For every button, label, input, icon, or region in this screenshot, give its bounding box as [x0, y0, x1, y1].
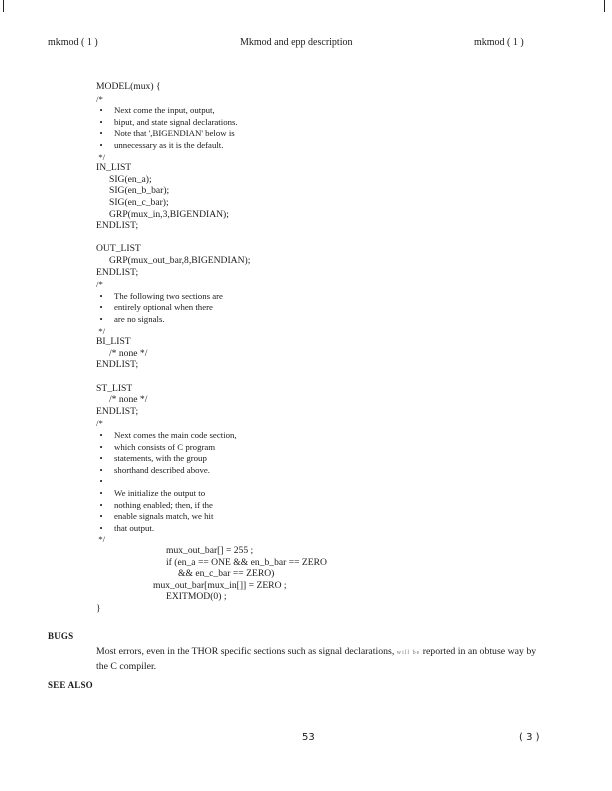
bullet-glyph: • [99, 511, 103, 522]
bullet-glyph: • [99, 430, 103, 440]
bullet-glyph: • [99, 453, 103, 464]
bullet-glyph: • [99, 464, 103, 475]
code-line: MODEL(mux) { [96, 81, 161, 92]
comment-text: The following two sections are [114, 290, 223, 301]
comment-delimiter: */ [96, 534, 106, 545]
header-right: mkmod ( 1 ) [474, 37, 524, 48]
code-line: } [96, 603, 101, 614]
comment-text: Note that ',BIGENDIAN' below is [114, 128, 235, 139]
comment-text: entirely optional when there [114, 302, 213, 313]
comment-delimiter: /* [96, 93, 103, 104]
comment-text: nothing enabled; then, if the [114, 499, 213, 510]
bullet-glyph: • [99, 140, 103, 150]
bullet-glyph: • [99, 116, 103, 127]
code-line: /* none */ [109, 394, 148, 406]
code-line: OUT_LIST [96, 243, 141, 255]
comment-text: biput, and state signal declarations. [114, 116, 238, 127]
comment-delimiter: */ [96, 325, 106, 336]
code-line: ENDLIST; [96, 220, 139, 232]
code-line: SIG(en_a); [109, 173, 152, 185]
code-line: /* none */ [109, 347, 148, 359]
comment-text: are no signals. [114, 314, 165, 324]
bugs-text-before: Most errors, even in the THOR specific sections such as signal declarations, [96, 646, 395, 657]
code-line: GRP(mux_out_bar,8,BIGENDIAN); [109, 255, 251, 266]
comment-delimiter: /* [96, 279, 103, 290]
code-line: mux_out_bar[mux_in[]] = ZERO ; [153, 579, 287, 591]
comment-text: Next come the input, output, [114, 105, 215, 116]
bullet-glyph: • [99, 499, 103, 510]
bugs-description [96, 645, 541, 674]
bullet-glyph: • [99, 314, 103, 324]
code-line: ENDLIST; [96, 405, 139, 417]
code-line: ENDLIST; [96, 266, 139, 278]
bullet-glyph: • [99, 290, 103, 301]
bullet-glyph: • [99, 522, 103, 533]
comment-text: shorthand described above. [114, 464, 211, 475]
comment-delimiter: /* [96, 418, 103, 429]
bugs-heading: BUGS [48, 631, 74, 641]
comment-delimiter: */ [96, 151, 106, 162]
scan-edge-mark-left [3, 0, 4, 12]
code-line: ENDLIST; [96, 359, 139, 371]
see-also-heading: SEE ALSO [48, 680, 93, 690]
comment-text: Next comes the main code section, [114, 430, 237, 440]
header-left: mkmod ( 1 ) [48, 37, 98, 48]
code-line: if (en_a == ONE && en_b_bar == ZERO [166, 556, 327, 568]
code-line: IN_LIST [96, 162, 132, 174]
code-line: && en_c_bar == ZERO) [178, 568, 275, 580]
comment-text: enable signals match, we hit [114, 511, 214, 522]
header-center: Mkmod and epp description [240, 37, 353, 48]
code-line: GRP(mux_in,3,BIGENDIAN); [109, 208, 229, 220]
page-number: 53 [302, 732, 315, 743]
comment-text: that output. [114, 522, 155, 533]
bullet-glyph: • [99, 302, 103, 313]
comment-text: unnecessary as it is the default. [114, 140, 224, 150]
scan-edge-mark-right [604, 0, 605, 12]
code-line: SIG(en_b_bar); [109, 185, 170, 197]
comment-text: statements, with the group [114, 453, 207, 464]
bullet-glyph: • [99, 441, 103, 452]
comment-text: which consists of C program [114, 441, 216, 452]
code-line: mux_out_bar[] = 255 ; [166, 545, 254, 556]
code-line: SIG(en_c_bar); [109, 197, 169, 208]
bugs-text-faint: will be [396, 650, 421, 656]
code-line: BI_LIST [96, 336, 131, 348]
code-line: EXITMOD(0) ; [166, 591, 227, 603]
section-number: ( 3 ) [519, 732, 540, 743]
bullet-glyph: • [99, 488, 103, 498]
bugs-text-after: reported in an obtuse way by the C compiler. [96, 646, 537, 672]
bullet-glyph: • [99, 105, 103, 116]
bullet-glyph: • [99, 128, 103, 139]
bullet-glyph: • [99, 476, 103, 487]
code-line: ST_LIST [96, 382, 133, 394]
comment-text: We initialize the output to [114, 488, 206, 498]
